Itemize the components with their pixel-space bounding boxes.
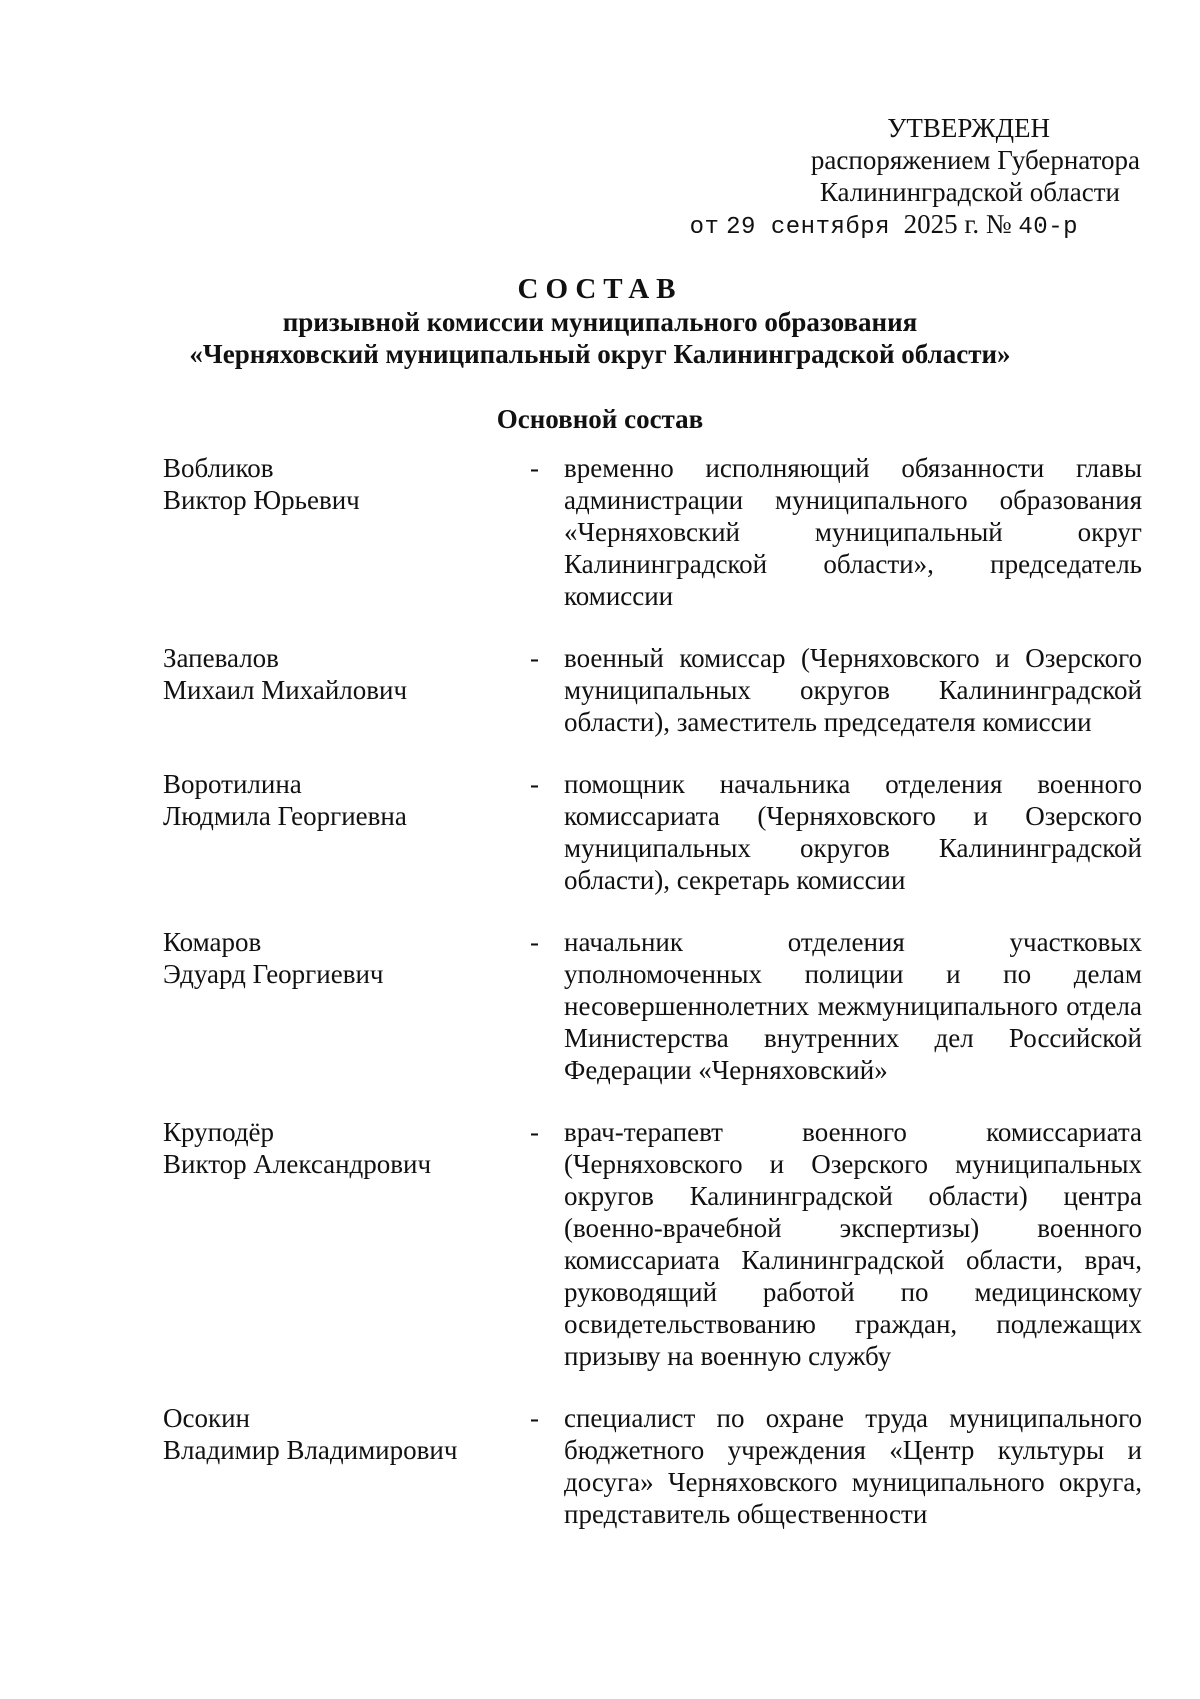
member-role: военный комиссар (Черняховского и Озерского муниципальных округов Калининградской области), заместитель председателя комиссии [564, 643, 1142, 737]
member-given-names: Виктор Александрович [163, 1149, 432, 1179]
member-entry [163, 452, 1142, 612]
member-name [163, 452, 523, 516]
member-entry [163, 642, 1142, 738]
member-given-names: Владимир Владимирович [163, 1435, 458, 1465]
member-role: помощник начальника отделения военного комиссариата (Черняховского и Озерского муниципальных округов Калининградской области), секретарь комиссии [564, 769, 1142, 895]
member-role: специалист по охране труда муниципального бюджетного учреждения «Центр культуры и досуга» Черняховского муниципального округа, представитель общественности [564, 1403, 1142, 1529]
member-entry [163, 1116, 1142, 1372]
approval-stamp [580, 112, 1140, 244]
member-dash: - [530, 1403, 539, 1433]
member-surname: Вобликов [163, 453, 274, 483]
member-given-names: Михаил Михайлович [163, 675, 408, 705]
date-prefix: от [689, 214, 720, 241]
member-dash: - [530, 453, 539, 483]
member-role: временно исполняющий обязанности главы администрации муниципального образования «Черняховский муниципальный округ Калининградской области», председатель комиссии [564, 453, 1142, 611]
member-dash: - [530, 769, 539, 799]
member-name [163, 1116, 523, 1180]
member-role: начальник отделения участковых уполномоченных полиции и по делам несовершеннолетних межмуниципального отдела Министерства внутренних дел Российской Федерации «Черняховский» [564, 927, 1142, 1085]
document-subtitle-line2: «Черняховский муниципальный округ Калининградской области» [189, 339, 1011, 369]
member-name [163, 642, 523, 706]
member-given-names: Эдуард Георгиевич [163, 959, 384, 989]
member-name [163, 1402, 523, 1466]
member-surname: Комаров [163, 927, 262, 957]
member-dash: - [530, 1117, 539, 1147]
member-given-names: Виктор Юрьевич [163, 485, 360, 515]
member-surname: Воротилина [163, 769, 302, 799]
document-heading [0, 272, 1200, 435]
member-dash: - [530, 643, 539, 673]
section-heading: Основной состав [496, 404, 704, 434]
members-list [163, 452, 1142, 1530]
approved-region: Калининградской области [819, 177, 1120, 207]
member-role: врач-терапевт военного комиссариата (Черняховского и Озерского муниципальных округов Калининградской области) центра (военно-врачебной экспертизы) военного комиссариата Калининградской области, врач, руководящий работой по медицинскому освидетельствованию граждан, подлежащих призыву на военную службу [564, 1117, 1142, 1371]
member-name [163, 768, 523, 832]
member-surname: Запевалов [163, 643, 279, 673]
approval-date-line [580, 208, 1140, 244]
member-name [163, 926, 523, 990]
member-surname: Осокин [163, 1403, 250, 1433]
document-title: СОСТАВ [517, 273, 683, 305]
member-entry [163, 926, 1142, 1086]
document-number: 40-р [1018, 214, 1078, 241]
member-entry [163, 768, 1142, 896]
approved-by: распоряжением Губернатора [810, 145, 1140, 175]
member-dash: - [530, 927, 539, 957]
member-given-names: Людмила Георгиевна [163, 801, 407, 831]
member-surname: Круподёр [163, 1117, 275, 1147]
member-entry [163, 1402, 1142, 1530]
document-subtitle-line1: призывной комиссии муниципального образования [282, 307, 918, 337]
date-year: 2025 г. № [903, 209, 1012, 239]
approved-label: УТВЕРЖДЕН [887, 113, 1050, 143]
date-day-month: 29 сентября [726, 214, 891, 241]
